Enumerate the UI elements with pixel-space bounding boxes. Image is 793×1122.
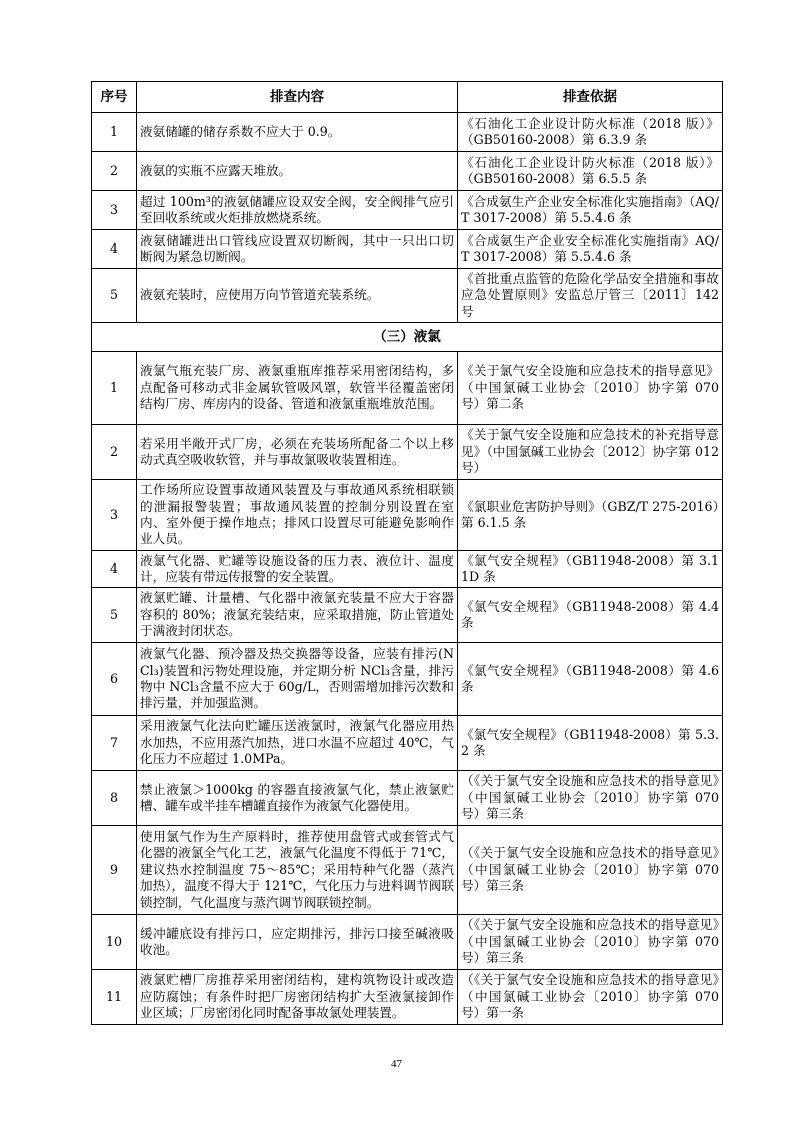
row-content: 液氯气瓶充装厂房、液氯重瓶库推荐采用密闭结构，多点配备可移动式非金属软管吸风罩，软管半径覆盖密闭结构厂房、库房内的设备、管道和液氯重瓶堆放范围。: [137, 352, 458, 425]
table-row: [92, 826, 723, 915]
header-content: 排查内容: [137, 82, 458, 113]
row-content: 禁止液氯＞1000kg 的容器直接液氯气化，禁止液氯贮槽、罐车或半挂车槽罐直接作为液氯气化器使用。: [137, 771, 458, 826]
row-content: 工作场所应设置事故通风装置及与事故通风系统相联锁的泄漏报警装置；事故通风装置的控制分别设置在室内、室外便于操作地点；排风口设置尽可能避免影响作业人员。: [137, 480, 458, 551]
row-number: 3: [92, 191, 137, 230]
row-basis: 《首批重点监管的危险化学品安全措施和事故应急处置原则》安监总厅管三〔2011〕142 号: [458, 269, 723, 323]
header-basis: 排查依据: [458, 82, 723, 113]
row-basis: 《氯气安全规程》（GB11948-2008）第 4.4 条: [458, 588, 723, 643]
row-basis: （《关于氯气安全设施和应急技术的指导意见》（中国氯碱工业协会〔2010〕协字第 070 号）第三条: [458, 915, 723, 970]
row-basis: 《关于氯气安全设施和应急技术的补充指导意见》（中国氯碱工业协会〔2012〕协字第 012 号）: [458, 425, 723, 480]
row-basis: 《石油化工企业设计防火标准（2018 版）》（GB50160-2008）第 6.5.5 条: [458, 152, 723, 191]
table-row: [92, 152, 723, 191]
row-number: 3: [92, 480, 137, 551]
row-content: 液氯贮罐、计量槽、气化器中液氯充装量不应大于容器容积的 80%；液氯充装结束，应采取措施，防止管道处于满液封闭状态。: [137, 588, 458, 643]
row-content: 液氯贮槽厂房推荐采用密闭结构，建构筑物设计或改造应防腐蚀；有条件时把厂房密闭结构扩大至液氯接卸作业区域；厂房密闭化同时配备事故氯处理装置。: [137, 970, 458, 1025]
row-content: 液氨的实瓶不应露天堆放。: [137, 152, 458, 191]
row-number: 7: [92, 716, 137, 771]
row-number: 4: [92, 551, 137, 588]
table-row: [92, 480, 723, 551]
row-content: 使用氯气作为生产原料时，推荐使用盘管式或套管式气化器的液氯全气化工艺，液氯气化温度不得低于 71℃，建议热水控制温度 75～85℃；采用特种气化器（蒸汽加热），温度不得大于 121℃，气化压力与进料调节阀联锁控制，气化温度与蒸汽调节阀联锁控制。: [137, 826, 458, 915]
row-number: 2: [92, 425, 137, 480]
row-number: 5: [92, 269, 137, 323]
row-content: 液氯气化器、贮罐等设施设备的压力表、液位计、温度计，应装有带远传报警的安全装置。: [137, 551, 458, 588]
row-number: 9: [92, 826, 137, 915]
row-content: 若采用半敞开式厂房，必须在充装场所配备二个以上移动式真空吸收软管，并与事故氯吸收装置相连。: [137, 425, 458, 480]
chlorine-rows: [92, 352, 723, 1025]
row-number: 11: [92, 970, 137, 1025]
row-basis: 《氯气安全规程》（GB11948-2008）第 5.3.2 条: [458, 716, 723, 771]
row-number: 5: [92, 588, 137, 643]
row-content: 超过 100m³的液氨储罐应设双安全阀，安全阀排气应引至回收系统或火炬排放燃烧系统。: [137, 191, 458, 230]
table-row: [92, 771, 723, 826]
row-number: 6: [92, 643, 137, 716]
section-title: （三）液氯: [92, 323, 723, 352]
table-row: [92, 588, 723, 643]
row-number: 1: [92, 113, 137, 152]
row-content: 液氨储罐进出口管线应设置双切断阀，其中一只出口切断阀为紧急切断阀。: [137, 230, 458, 269]
row-number: 4: [92, 230, 137, 269]
table-row: [92, 269, 723, 323]
section-row: [92, 323, 723, 352]
row-basis: 《氯气安全规程》（GB11948-2008）第 4.6 条: [458, 643, 723, 716]
row-basis: 《关于氯气安全设施和应急技术的指导意见》（中国氯碱工业协会〔2010〕协字第 070 号）第二条: [458, 352, 723, 425]
row-basis: 《合成氨生产企业安全标准化实施指南》AQ/T 3017-2008）第 5.5.4.6 条: [458, 230, 723, 269]
row-content: 液氨储罐的储存系数不应大于 0.9。: [137, 113, 458, 152]
row-basis: 《氯职业危害防护导则》（GBZ/T 275-2016）第 6.1.5 条: [458, 480, 723, 551]
row-basis: （《关于氯气安全设施和应急技术的指导意见》（中国氯碱工业协会〔2010〕协字第 070 号）第一条: [458, 970, 723, 1025]
table-row: [92, 113, 723, 152]
row-basis: 《合成氨生产企业安全标准化实施指南》（AQ/T 3017-2008）第 5.5.4.6 条: [458, 191, 723, 230]
row-content: 液氨充装时，应使用万向节管道充装系统。: [137, 269, 458, 323]
inspection-table: [91, 81, 723, 1025]
ammonia-rows: [92, 113, 723, 323]
table-row: [92, 915, 723, 970]
table-row: [92, 551, 723, 588]
table-header-row: [92, 82, 723, 113]
row-content: 缓冲罐底设有排污口，应定期排污，排污口接至碱液吸收池。: [137, 915, 458, 970]
row-number: 10: [92, 915, 137, 970]
row-basis: （《关于氯气安全设施和应急技术的指导意见》（中国氯碱工业协会〔2010〕协字第 070 号）第三条: [458, 826, 723, 915]
table-row: [92, 230, 723, 269]
table-row: [92, 352, 723, 425]
row-basis: 《氯气安全规程》（GB11948-2008）第 3.11D 条: [458, 551, 723, 588]
row-number: 1: [92, 352, 137, 425]
row-basis: （《关于氯气安全设施和应急技术的指导意见》（中国氯碱工业协会〔2010〕协字第 070 号）第三条: [458, 771, 723, 826]
row-number: 2: [92, 152, 137, 191]
page-number: 47: [391, 1058, 402, 1070]
row-basis: 《石油化工企业设计防火标准（2018 版）》（GB50160-2008）第 6.3.9 条: [458, 113, 723, 152]
header-no: 序号: [92, 82, 137, 113]
row-content: 采用液氯气化法向贮罐压送液氯时，液氯气化器应用热水加热，不应用蒸汽加热，进口水温不应超过 40℃，气化压力不应超过 1.0MPa。: [137, 716, 458, 771]
table-row: [92, 716, 723, 771]
table-row: [92, 643, 723, 716]
table-row: [92, 425, 723, 480]
row-content: 液氯气化器、预冷器及热交换器等设备，应装有排污(NCl₃)装置和污物处理设施，并定期分析 NCl₃含量，排污物中 NCl₃含量不应大于 60g/L，否则需增加排污次数和排污量，并加强监测。: [137, 643, 458, 716]
table-row: [92, 191, 723, 230]
table-row: [92, 970, 723, 1025]
row-number: 8: [92, 771, 137, 826]
